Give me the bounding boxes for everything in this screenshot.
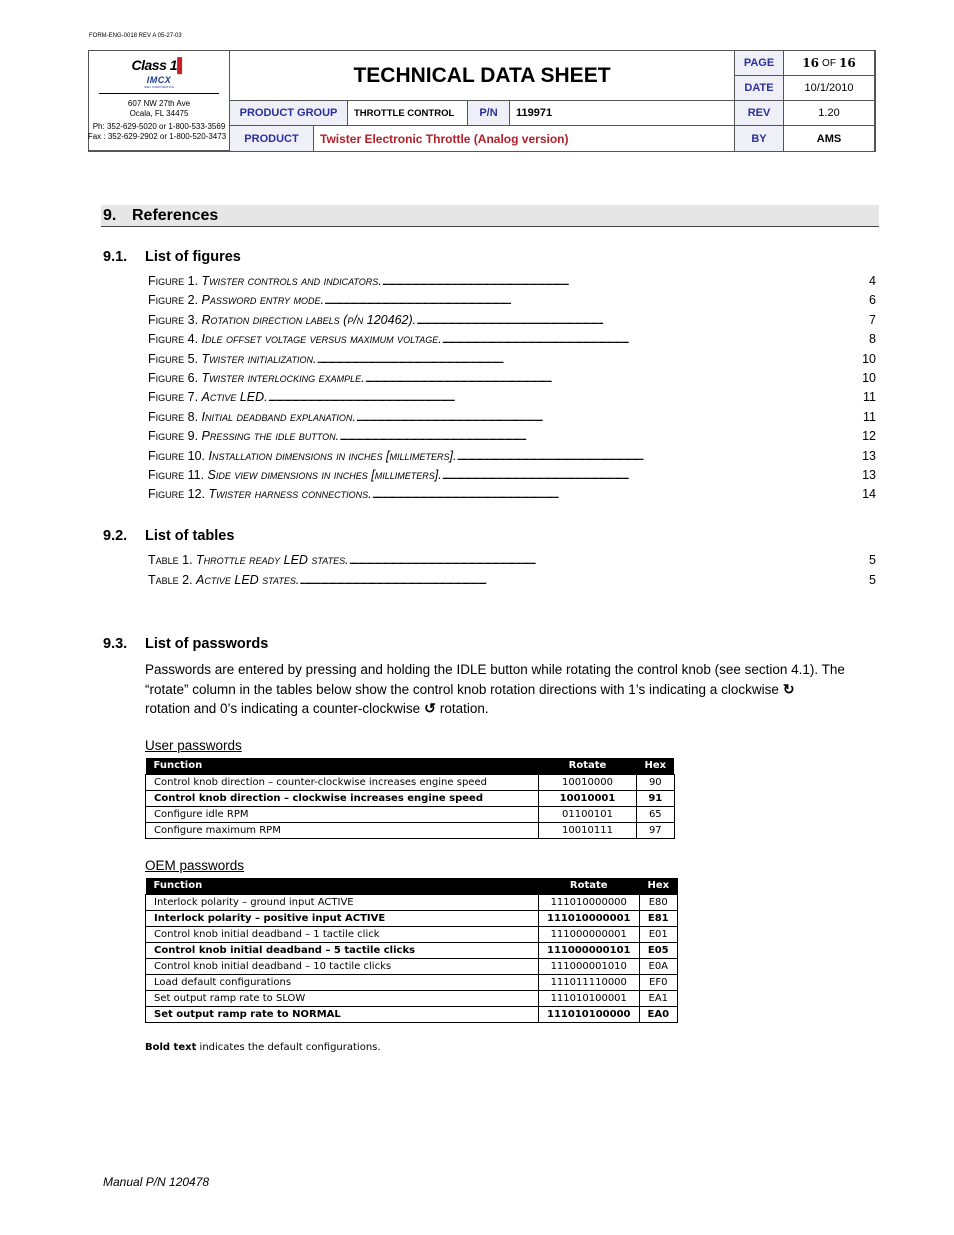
hex-cell: E0A [639, 958, 678, 974]
toc-leader-dots [372, 487, 862, 501]
toc-entry-title: Figure 5. Twister initialization. [148, 351, 317, 366]
hex-cell: EF0 [639, 974, 678, 990]
document-header [88, 50, 876, 152]
toc-page-number: 8 [869, 332, 876, 347]
hex-cell: E01 [639, 926, 678, 942]
by-value: AMS [784, 126, 875, 151]
toc-entry-title: Figure 10. Installation dimensions in inches [millimeters]. [148, 448, 457, 463]
rotate-cell: 10010000 [539, 774, 637, 790]
user-passwords-title: User passwords [145, 738, 242, 753]
column-header-rotate: Rotate [539, 758, 637, 774]
table-row [146, 990, 678, 1006]
hex-cell: 65 [637, 806, 675, 822]
toc-leader-dots [416, 313, 868, 327]
rotate-cell: 111000000101 [539, 942, 640, 958]
toc-entry[interactable] [148, 429, 876, 445]
manual-part-number: Manual P/N 120478 [103, 1175, 210, 1189]
table-row [146, 926, 678, 942]
toc-page-number: 10 [862, 371, 876, 385]
toc-page-number: 5 [869, 553, 876, 567]
product-label: PRODUCT [230, 126, 314, 151]
passwords-heading: 9.3. List of passwords [103, 636, 269, 652]
toc-entry[interactable] [148, 553, 876, 569]
toc-entry-title: Figure 11. Side view dimensions in inches [millimeters]. [148, 468, 442, 482]
toc-entry[interactable] [148, 371, 876, 387]
date-value: 10/1/2010 [784, 76, 875, 101]
counter-clockwise-arrow-icon: ↺ [424, 700, 436, 717]
rotate-cell: 01100101 [539, 806, 637, 822]
toc-page-number: 4 [869, 274, 876, 288]
figures-heading: 9.1. List of figures [103, 249, 241, 265]
form-code: FORM-ENG-0018 REV A 05-27-03 [89, 33, 182, 39]
product-value: Twister Electronic Throttle (Analog version) [314, 126, 735, 151]
toc-leader-dots [339, 429, 861, 443]
oem-passwords-table [145, 878, 678, 1023]
idex-logo-subtext: IDEX CORPORATION [144, 85, 174, 89]
function-cell: Control knob direction – clockwise increases engine speed [146, 790, 539, 806]
toc-entry-title: Table 1. Throttle ready LED states. [148, 553, 349, 567]
toc-page-number: 5 [869, 573, 876, 587]
tables-heading: 9.2. List of tables [103, 528, 235, 544]
toc-entry[interactable] [148, 274, 876, 290]
toc-entry[interactable] [148, 573, 876, 589]
toc-entry-title: Figure 1. Twister controls and indicators. [148, 274, 382, 288]
toc-entry-title: Table 2. Active LED states. [148, 573, 300, 587]
function-cell: Control knob initial deadband – 5 tactile clicks [146, 942, 539, 958]
default-config-note: Bold text indicates the default configurations. [145, 1042, 381, 1053]
user-passwords-table [145, 758, 675, 839]
toc-entry-title: Figure 8. Initial deadband explanation. [148, 409, 356, 424]
toc-page-number: 14 [862, 487, 876, 502]
function-cell: Set output ramp rate to NORMAL [146, 1006, 539, 1022]
table-row [146, 806, 675, 822]
hex-cell: E80 [639, 894, 678, 910]
function-cell: Set output ramp rate to SLOW [146, 990, 539, 1006]
toc-entry-title: Figure 4. Idle offset voltage versus maximum voltage. [148, 332, 442, 347]
toc-page-number: 11 [863, 409, 876, 424]
rotate-cell: 111010100001 [539, 990, 640, 1006]
rotate-cell: 111010000001 [539, 910, 640, 926]
function-cell: Control knob initial deadband – 10 tactile clicks [146, 958, 539, 974]
toc-entry-title: Figure 3. Rotation direction labels (p/n 120462). [148, 312, 417, 327]
table-row [146, 894, 678, 910]
toc-entry[interactable] [148, 352, 876, 368]
toc-entry[interactable] [148, 449, 876, 465]
toc-entry[interactable] [148, 487, 876, 503]
column-header-function: Function [146, 758, 539, 774]
toc-entry[interactable] [148, 390, 876, 406]
logo-divider [99, 93, 219, 94]
function-cell: Control knob initial deadband – 1 tactile click [146, 926, 539, 942]
toc-entry[interactable] [148, 468, 876, 484]
rev-value: 1.20 [784, 101, 875, 126]
toc-leader-dots [382, 274, 868, 288]
function-cell: Configure maximum RPM [146, 822, 539, 838]
by-label: BY [735, 126, 784, 151]
toc-leader-dots [324, 293, 868, 307]
table-row [146, 790, 675, 806]
rotate-cell: 111010100000 [539, 1006, 640, 1022]
function-cell: Interlock polarity – ground input ACTIVE [146, 894, 539, 910]
toc-leader-dots [356, 410, 862, 424]
function-cell: Configure idle RPM [146, 806, 539, 822]
toc-entry-title: Figure 9. Pressing the idle button. [148, 429, 340, 444]
hex-cell: E05 [639, 942, 678, 958]
hex-cell: 90 [637, 774, 675, 790]
toc-page-number: 11 [863, 390, 876, 405]
column-header-function: Function [146, 878, 539, 894]
toc-leader-dots [299, 573, 868, 587]
pn-label: P/N [468, 101, 510, 126]
table-row [146, 1006, 678, 1022]
toc-entry[interactable] [148, 293, 876, 309]
toc-leader-dots [268, 390, 862, 404]
table-row [146, 974, 678, 990]
rotate-cell: 111010000000 [539, 894, 640, 910]
table-row [146, 822, 675, 838]
toc-page-number: 13 [862, 468, 876, 482]
toc-page-number: 12 [862, 429, 876, 444]
toc-page-number: 7 [869, 312, 876, 327]
toc-page-number: 10 [862, 351, 876, 366]
hex-cell: 97 [637, 822, 675, 838]
table-row [146, 774, 675, 790]
toc-entry-title: Figure 6. Twister interlocking example. [148, 371, 365, 385]
rotate-cell: 111000001010 [539, 958, 640, 974]
document-title: TECHNICAL DATA SHEET [230, 51, 735, 101]
product-group-label: PRODUCT GROUP [230, 101, 348, 126]
clockwise-arrow-icon: ↻ [782, 680, 795, 697]
function-cell: Control knob direction – counter-clockwise increases engine speed [146, 774, 539, 790]
rotate-cell: 10010001 [539, 790, 637, 806]
toc-entry[interactable] [148, 332, 876, 348]
column-header-rotate: Rotate [539, 878, 640, 894]
page-number: 16 OF 16 [784, 51, 875, 76]
table-row [146, 958, 678, 974]
toc-leader-dots [456, 449, 861, 463]
hex-cell: E81 [639, 910, 678, 926]
toc-entry-title: Figure 12. Twister harness connections. [148, 487, 372, 502]
imcx-logo: IMCX [146, 75, 172, 85]
toc-leader-dots [316, 352, 861, 366]
toc-leader-dots [365, 371, 861, 385]
toc-page-number: 6 [869, 293, 876, 308]
toc-entry[interactable] [148, 313, 876, 329]
hex-cell: EA1 [639, 990, 678, 1006]
page-label: PAGE [735, 51, 784, 76]
rotate-cell: 10010111 [539, 822, 637, 838]
rotate-cell: 111000000001 [539, 926, 640, 942]
pn-value: 119971 [510, 101, 735, 126]
toc-leader-dots [349, 553, 868, 567]
logo-block [89, 51, 230, 151]
table-row [146, 942, 678, 958]
toc-leader-dots [442, 468, 861, 482]
oem-passwords-title: OEM passwords [145, 858, 245, 873]
hex-cell: 91 [637, 790, 675, 806]
function-cell: Load default configurations [146, 974, 539, 990]
toc-entry[interactable] [148, 410, 876, 426]
toc-entry-title: Figure 7. Active LED. [148, 390, 268, 405]
product-group-value: THROTTLE CONTROL [348, 101, 468, 126]
function-cell: Interlock polarity – positive input ACTIVE [146, 910, 539, 926]
toc-page-number: 13 [862, 448, 876, 463]
passwords-description: Passwords are entered by pressing and holding the IDLE button while rotating the control knob (see section 4.1). The “rotate” column in the tables below show the control knob rotation directions with 1’s indicating a clockwise ↻ rotation and 0’s indicating a counter-clockwise ↺ rotation. [145, 660, 865, 719]
section-heading: 9. References [101, 205, 879, 227]
hex-cell: EA0 [639, 1006, 678, 1022]
table-row [146, 910, 678, 926]
toc-leader-dots [442, 332, 868, 346]
column-header-hex: Hex [639, 878, 678, 894]
toc-entry-title: Figure 2. Password entry mode. [148, 293, 324, 308]
class1-logo: Class 1▌ [131, 57, 187, 73]
date-label: DATE [735, 76, 784, 101]
rev-label: REV [735, 101, 784, 126]
rotate-cell: 111011110000 [539, 974, 640, 990]
company-address: 607 NW 27th Ave Ocala, FL 34475 Ph: 352-629-5020 or 1-800-533-3569 Fax : 352-629-2902 or 1-800-520-3473 [87, 99, 227, 141]
column-header-hex: Hex [637, 758, 675, 774]
